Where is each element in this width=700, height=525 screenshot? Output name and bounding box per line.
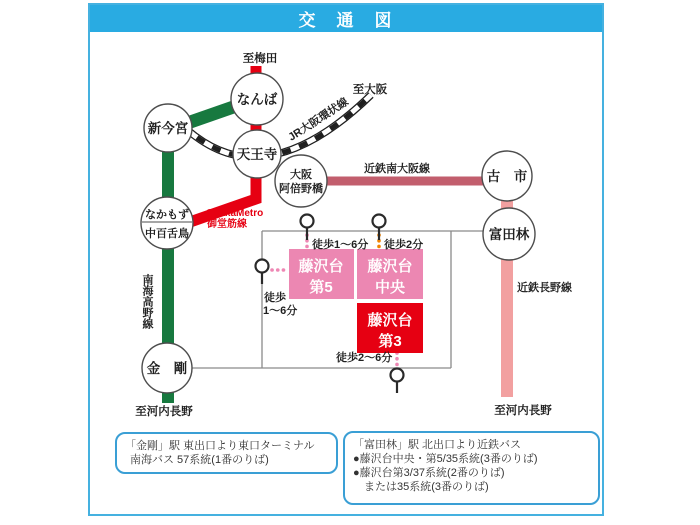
station-circle-nakamozu: [141, 197, 193, 249]
terminal-chuo-line2: 中央: [374, 279, 406, 296]
bus-stop-icon-bottom: [391, 369, 404, 394]
walk-label-top-left: 徒歩1〜6分: [312, 239, 369, 251]
kongo-info-line1: 「金剛」駅 東出口より東口ターミナル: [125, 440, 315, 452]
walk-label-left-line1: 徒歩: [264, 292, 286, 304]
dest-label-umeda: 至梅田: [242, 53, 278, 65]
tondabayashi-info-line1: 「富田林」駅 北出口より近鉄バス: [353, 439, 522, 451]
terminal-dai5-line1: 藤沢台: [298, 258, 344, 275]
walk-label-bottom: 徒歩2〜6分: [336, 352, 393, 364]
line-label-minami-osaka: 近鉄南大阪線: [364, 163, 430, 175]
dest-label-kawachinagano-left: 至河内長野: [135, 406, 193, 418]
line-label-kintetsu-nagano: 近鉄長野線: [517, 282, 572, 294]
station-label-nakamozu-line1: なかもず: [145, 209, 189, 221]
station-label-furuichi: 古 市: [486, 169, 528, 184]
bus-stop-icon-top-right: [373, 215, 386, 241]
dest-label-kawachinagano-right: 至河内長野: [494, 405, 552, 417]
line-label-osakametro: OsakaMetro: [206, 208, 264, 219]
terminal-dai5-line2: 第5: [309, 279, 333, 296]
info-box-tondabayashi-station: [343, 431, 600, 505]
station-label-shin-imamiya: 新今宮: [147, 121, 189, 136]
terminal-dai3-line2: 第3: [378, 333, 402, 350]
bus-stop-icon-left: [256, 260, 269, 285]
station-circle-osaka-abenobashi: [275, 155, 327, 207]
info-box-kongo-station: [115, 432, 338, 474]
tondabayashi-info-line4: または35系統(3番のりば): [364, 481, 489, 493]
station-label-tondabayashi: 富田林: [488, 227, 530, 242]
bus-stop-icon-top-left: [301, 215, 314, 241]
dest-label-osaka: 至大阪: [352, 84, 388, 96]
station-label-namba: なんば: [236, 92, 278, 107]
station-label-nakamozu-line2: 中百舌鳥: [145, 228, 189, 240]
station-label-kongo: 金 剛: [146, 361, 188, 376]
tondabayashi-info-line2: ●藤沢台中央・第5/35系統(3番のりば): [353, 453, 538, 465]
station-label-abenobashi-line1: 大阪: [290, 169, 312, 181]
line-label-jr-loop: JR大阪環状線: [286, 95, 351, 144]
station-label-tennoji: 天王寺: [236, 147, 278, 162]
page-title: 交 通 図: [298, 11, 394, 30]
kongo-info-line2: 南海バス 57系統(1番のりば): [130, 454, 269, 466]
line-label-nankai-koya: 南海高野線: [141, 274, 153, 329]
terminal-chuo-line1: 藤沢台: [367, 258, 413, 275]
line-label-midosuji: 御堂筋線: [207, 219, 247, 230]
station-label-abenobashi-line2: 阿倍野橋: [279, 183, 323, 195]
walk-label-top-right: 徒歩2分: [384, 239, 424, 251]
tondabayashi-info-line3: ●藤沢台第3/37系統(2番のりば): [353, 467, 505, 479]
terminal-dai3-line1: 藤沢台: [367, 312, 413, 329]
walk-label-left-line2: 1〜6分: [263, 305, 298, 317]
